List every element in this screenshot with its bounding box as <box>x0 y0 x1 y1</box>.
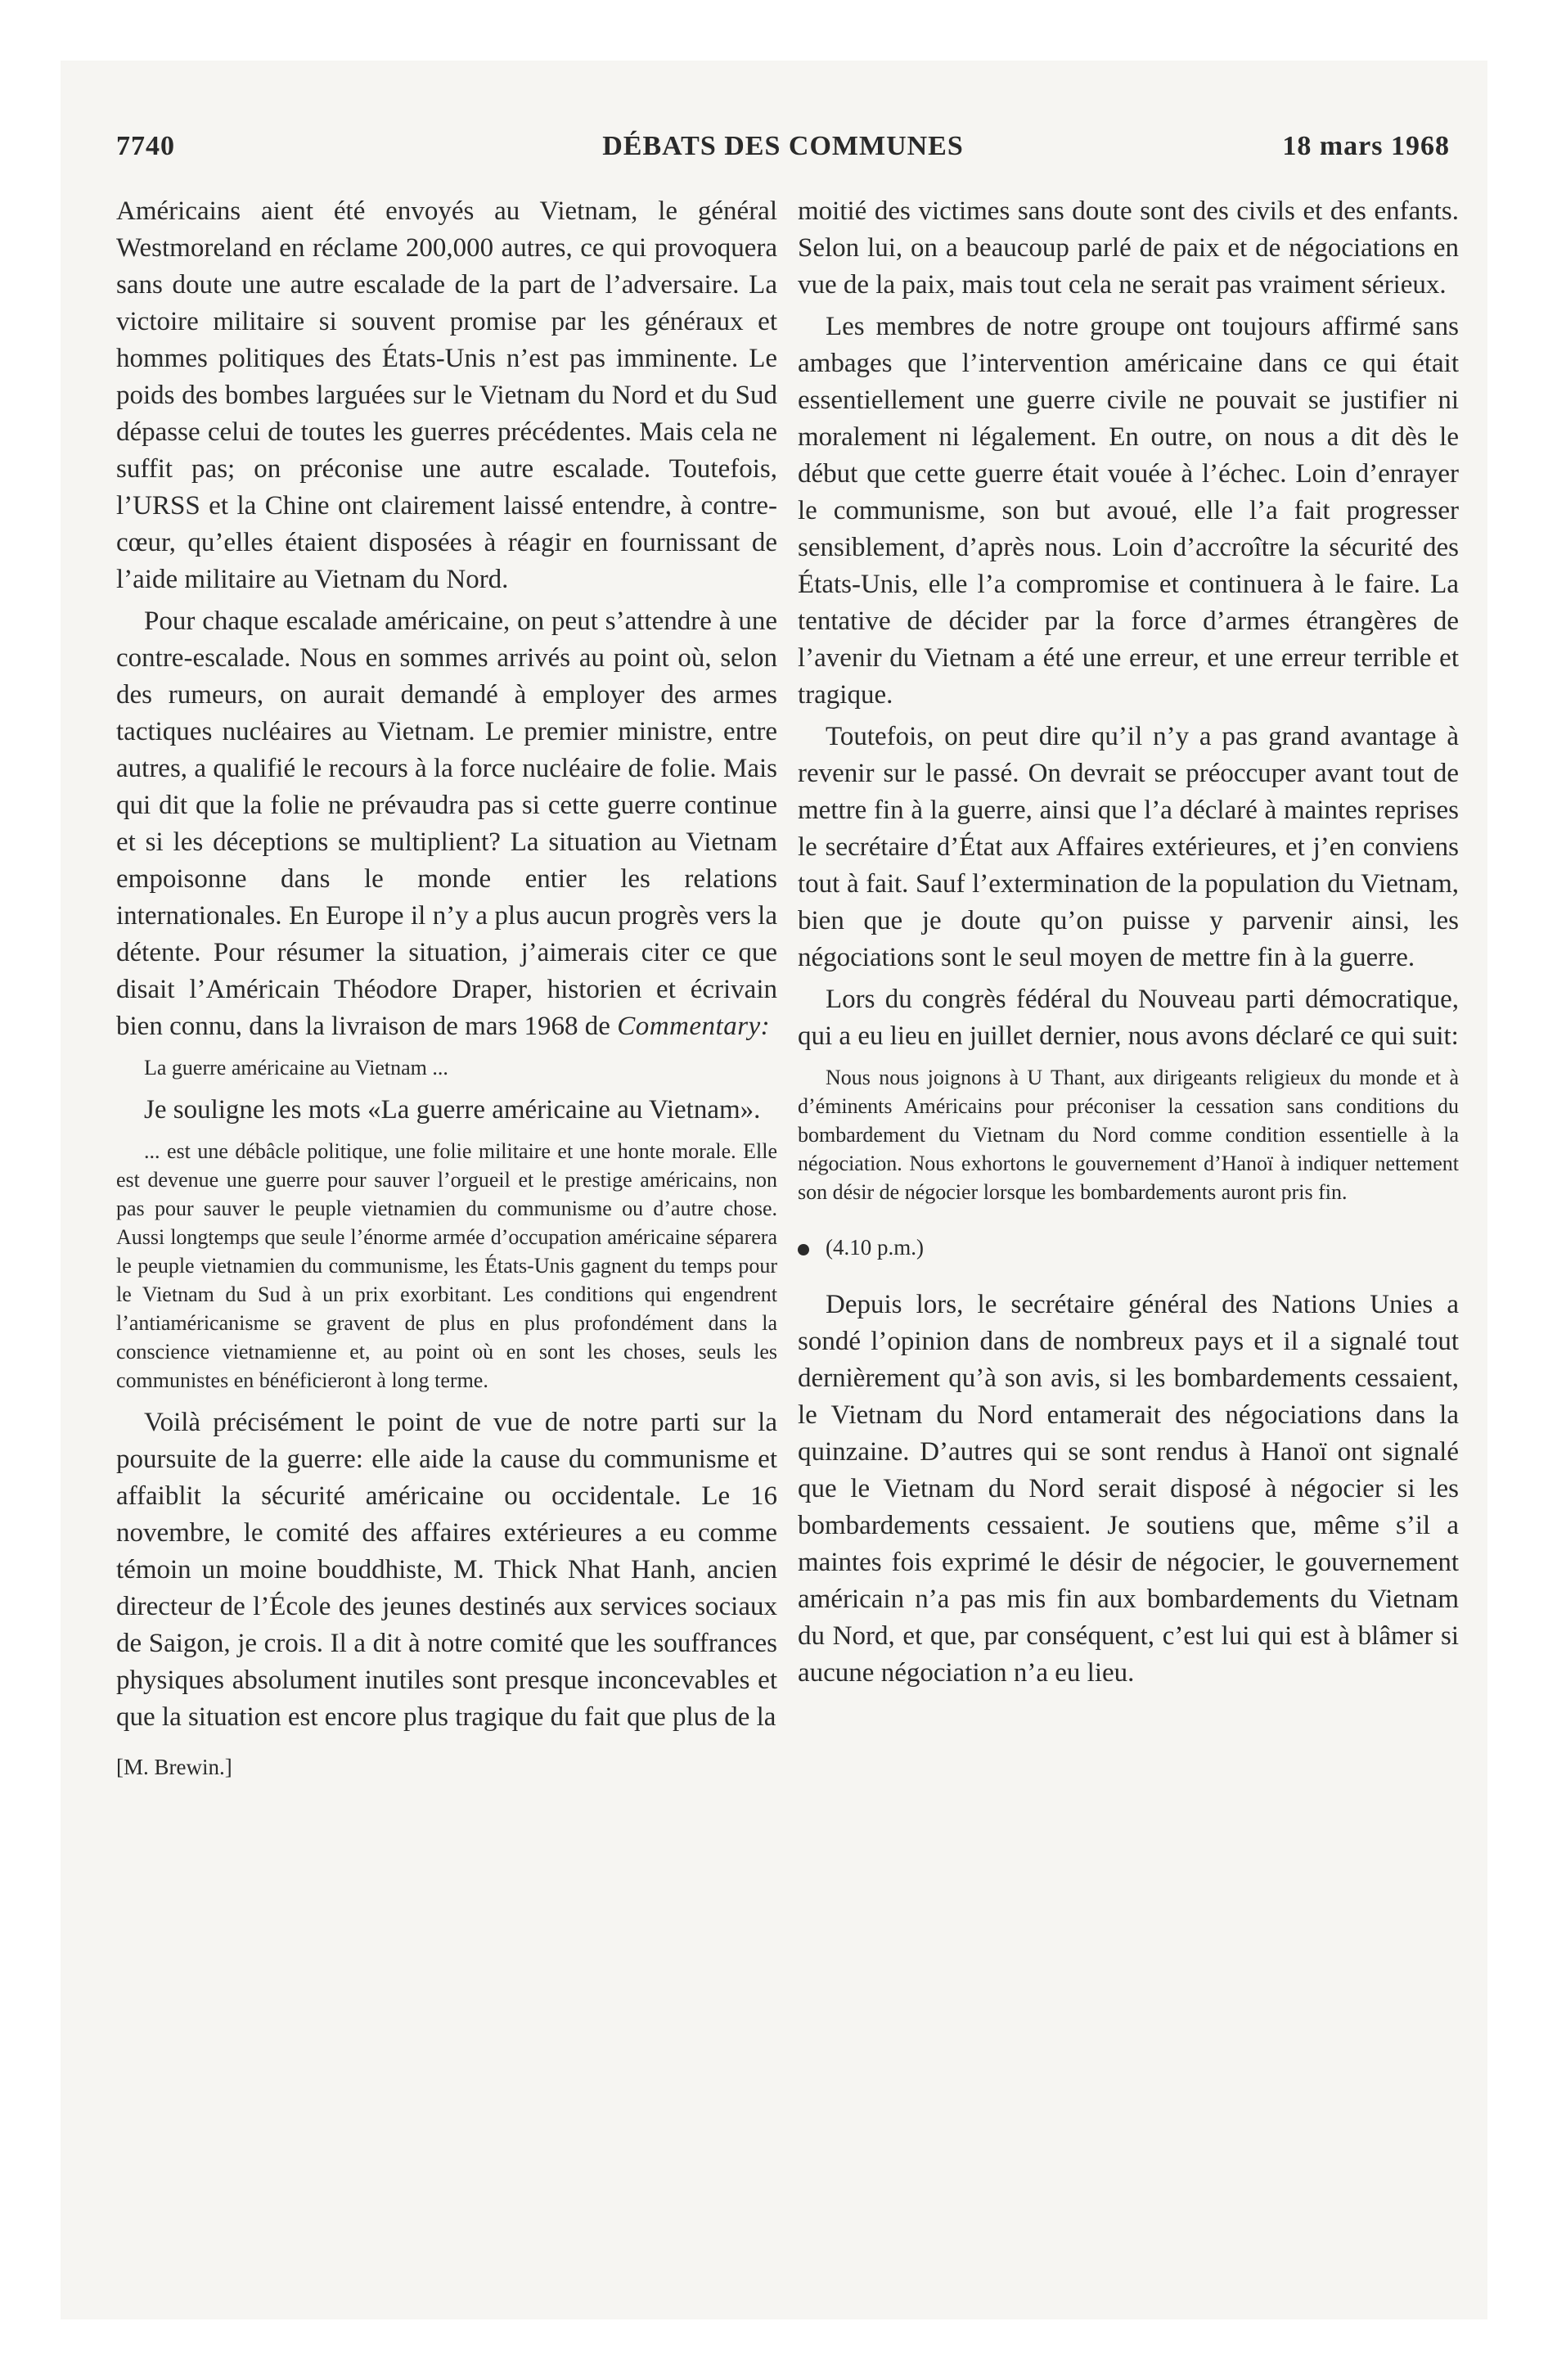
paragraph-text: Pour chaque escalade américaine, on peut s’attendre à une contre-escalade. Nous en sommes arrivés au point où, selon des rumeurs, on aurait demandé à employer des armes tactiques nucléaires au Vietnam. Le premier ministre, entre autres, a qualifié le recours à la force nucléaire de folie. Mais qui dit que la folie ne prévaudra pas si cette guerre continue et si les déceptions se multiplient? La situation au Vietnam empoisonne dans le monde entier les relations internationales. En Europe il n’y a plus aucun progrès vers la détente. Pour résumer la situation, j’aimerais citer ce que disait l’Américain Théodore Draper, historien et écrivain bien connu, dans la livraison de mars 1968 de <box>116 606 777 1041</box>
paragraph <box>116 603 777 1045</box>
publication-name: Commentary: <box>617 1012 771 1041</box>
block-quote: Nous nous joignons à U Thant, aux dirigeants religieux du monde et à d’éminents Américains pour préconiser la cessation sans conditions du bombardement du Vietnam du Nord comme condition essentielle à la négociation. Nous exhortons le gouvernement d’Hanoï à indiquer nettement son désir de négocier lorsque les bombardements auront pris fin. <box>798 1066 1459 1204</box>
paragraph: Américains aient été envoyés au Vietnam, le général Westmoreland en réclame 200,000 autres, ce qui provoquera sans doute une autre escalade de la part de l’adversaire. La victoire militaire si souvent promise par les généraux et hommes politiques des États-Unis n’est pas imminente. Le poids des bombes larguées sur le Vietnam du Nord et du Sud dépasse celui de toutes les guerres précédentes. Mais cela ne suffit pas; on préconise une autre escalade. Toutefois, l’URSS et la Chine ont clairement laissé entendre, à contre-cœur, qu’elles étaient disposées à réagir en fournissant de l’aide militaire au Vietnam du Nord. <box>116 196 777 594</box>
paragraph: Depuis lors, le secrétaire général des Nations Unies a sondé l’opinion dans de nombreux pays et il a signalé tout dernièrement qu’à son avis, si les bombardements cessaient, le Vietnam du Nord entamerait des négociations dans la quinzaine. D’autres qui se sont rendus à Hanoï ont signalé que le Vietnam du Nord serait disposé à négocier si les bombardements cessaient. Je soutiens que, même s’il a maintes fois exprimé le désir de négocier, le gouvernement américain n’a pas mis fin aux bombardements du Vietnam du Nord, et que, par conséquent, c’est lui qui est à blâmer si aucune négociation n’a eu lieu. <box>798 1290 1459 1688</box>
paragraph: Lors du congrès fédéral du Nouveau parti démocratique, qui a eu lieu en juillet dernier, nous avons déclaré ce qui suit: <box>798 985 1459 1051</box>
page-number: 7740 <box>116 131 175 161</box>
time-marker <box>798 1231 1459 1264</box>
page-header <box>116 131 1450 180</box>
bullet-icon <box>798 1244 809 1255</box>
left-column <box>116 193 777 1783</box>
right-column <box>798 193 1459 1692</box>
block-quote: La guerre américaine au Vietnam ... <box>144 1056 448 1080</box>
paragraph: moitié des victimes sans doute sont des civils et des enfants. Selon lui, on a beaucoup parlé de paix et de négociations en vue de la paix, mais tout cela ne serait pas vraiment sérieux. <box>798 196 1459 300</box>
block-quote: ... est une débâcle politique, une folie militaire et une honte morale. Elle est devenue une guerre pour sauver l’orgueil et le prestige américains, non pas pour sauver le peuple vietnamien du communisme ou d’autre chose. Aussi longtemps que seule l’énorme armée d’occupation américaine séparera le peuple vietnamien du communisme, les États-Unis gagnent du temps pour le Vietnam du Sud à un prix exorbitant. Les conditions qui engendrent l’antiaméricanisme se gravent de plus en plus profondément dans la conscience vietnamienne et, au point où en sont les choses, seuls les communistes en bénéficieront à long terme. <box>116 1139 777 1392</box>
paragraph: Les membres de notre groupe ont toujours affirmé sans ambages que l’intervention américaine dans ce qui était essentiellement une guerre civile ne pouvait se justifier ni moralement ni légalement. En outre, on nous a dit dès le début que cette guerre était vouée à l’échec. Loin d’enrayer le communisme, son but avoué, elle l’a fait progresser sensiblement, d’après nous. Loin d’accroître la sécurité des États-Unis, elle l’a compromise et continuera à le faire. La tentative de décider par la force d’armes étrangères de l’avenir du Vietnam a été une erreur, et une erreur terrible et tragique. <box>798 312 1459 710</box>
paragraph: Voilà précisément le point de vue de notre parti sur la poursuite de la guerre: elle aide la cause du communisme et affaiblit la sécurité américaine ou occidentale. Le 16 novembre, le comité des affaires extérieures a eu comme témoin un moine bouddhiste, M. Thick Nhat Hanh, ancien directeur de l’École des jeunes destinés aux services sociaux de Saigon, je crois. Il a dit à notre comité que les souffrances physiques absolument inutiles sont presque inconcevables et que la situation est encore plus tragique du fait que plus de la <box>116 1408 777 1732</box>
publication-date: 18 mars 1968 <box>1282 131 1450 161</box>
speaker-attribution: [M. Brewin.] <box>116 1755 232 1779</box>
paragraph: Je souligne les mots «La guerre américaine au Vietnam». <box>144 1095 761 1125</box>
publication-title: DÉBATS DES COMMUNES <box>602 131 964 161</box>
paragraph: Toutefois, on peut dire qu’il n’y a pas grand avantage à revenir sur le passé. On devrait se préoccuper avant tout de mettre fin à la guerre, ainsi que l’a déclaré à maintes reprises le secrétaire d’État aux Affaires extérieures, et j’en conviens tout à fait. Sauf l’extermination de la population du Vietnam, bien que je doute qu’on puisse y parvenir ainsi, les négociations sont le seul moyen de mettre fin à la guerre. <box>798 722 1459 972</box>
time-stamp: (4.10 p.m.) <box>826 1235 924 1260</box>
